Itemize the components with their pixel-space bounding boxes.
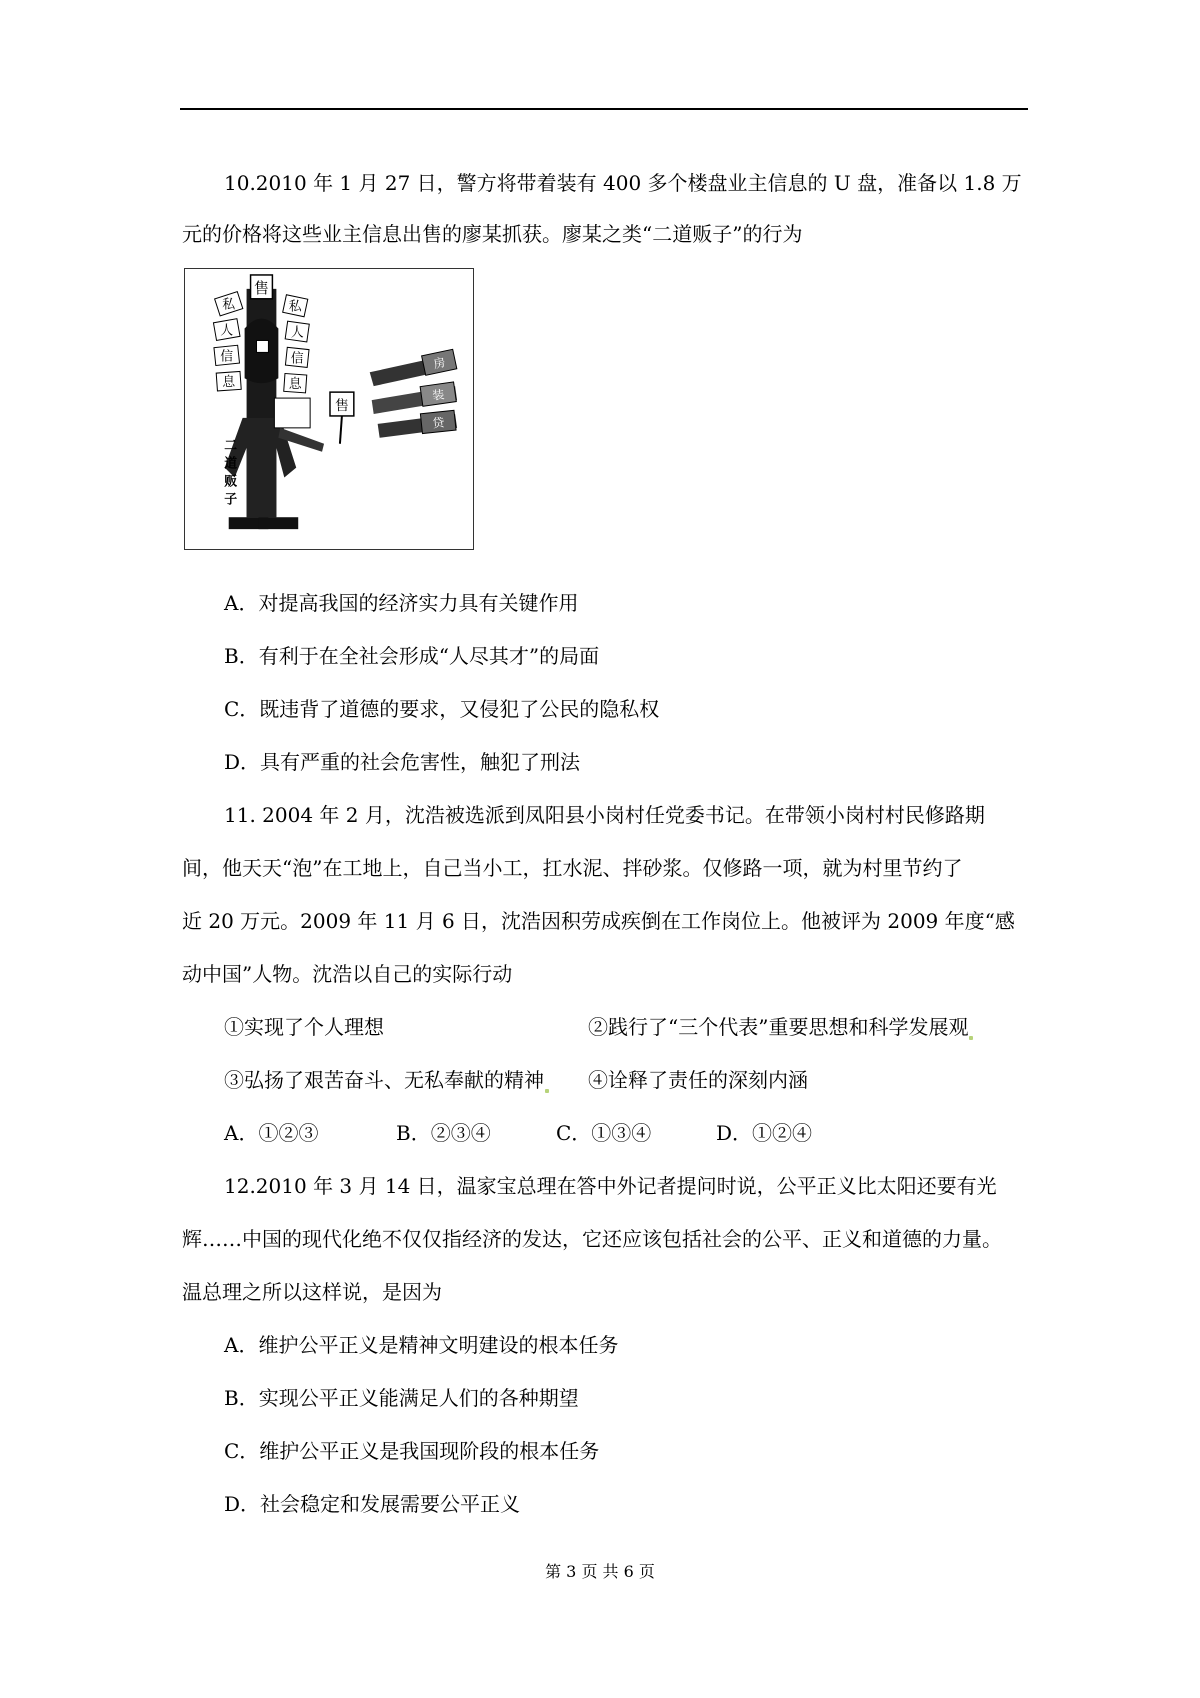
q12-option-b: B．实现公平正义能满足人们的各种期望 <box>224 1386 579 1410</box>
q10-option-c: C．既违背了道德的要求，又侵犯了公民的隐私权 <box>224 697 660 721</box>
cartoon-label-4: 子 <box>224 492 238 508</box>
q11-line-4: 动中国”人物。沈浩以自己的实际行动 <box>182 962 513 986</box>
cartoon-label-1: 二 <box>224 438 238 454</box>
cartoon-hand-1: 房 <box>432 355 447 372</box>
cartoon-left-2: 人 <box>220 323 234 339</box>
q11-statement-1: ①实现了个人理想 <box>224 1015 384 1039</box>
q11-option-b: B．②③④ <box>396 1121 491 1145</box>
cartoon-hand-2: 装 <box>431 387 446 403</box>
cartoon-right-2: 人 <box>290 325 304 341</box>
q11-line-1: 11. 2004 年 2 月，沈浩被选派到凤阳县小岗村任党委书记。在带领小岗村村民修路期 <box>224 803 985 827</box>
cartoon-label-2: 道 <box>224 456 238 472</box>
cartoon-right-4: 息 <box>288 377 302 393</box>
cartoon-left-1: 私 <box>222 297 236 313</box>
q11-option-d: D．①②④ <box>716 1121 813 1145</box>
cartoon-right-3: 信 <box>290 351 304 367</box>
q12-line-1: 12.2010 年 3 月 14 日，温家宝总理在答中外记者提问时说，公平正义比太阳还要有光 <box>224 1174 997 1198</box>
page-footer: 第 3 页 共 6 页 <box>545 1562 655 1581</box>
header-rule <box>180 108 1028 110</box>
q12-option-d: D．社会稳定和发展需要公平正义 <box>224 1492 521 1516</box>
cartoon-left-4: 息 <box>222 375 236 391</box>
cartoon-left-3: 信 <box>220 349 234 365</box>
q11-option-a: A．①②③ <box>224 1121 319 1145</box>
cartoon-illustration <box>184 268 474 550</box>
q10-line-2: 元的价格将这些业主信息出售的廖某抓获。廖某之类“二道贩子”的行为 <box>182 222 803 246</box>
q10-option-b: B．有利于在全社会形成“人尽其才”的局面 <box>224 644 600 668</box>
q12-option-a: A．维护公平正义是精神文明建设的根本任务 <box>224 1333 619 1357</box>
q11-option-c: C．①③④ <box>556 1121 652 1145</box>
cartoon-label-3: 贩 <box>224 474 238 490</box>
cartoon-right-1: 私 <box>288 299 302 315</box>
cartoon-svg <box>185 269 473 549</box>
cartoon-hand-sign: 售 <box>334 397 349 414</box>
q11-statement-4: ④诠释了责任的深刻内涵 <box>588 1068 808 1092</box>
q11-line-3: 近 20 万元。2009 年 11 月 6 日，沈浩因积劳成疾倒在工作岗位上。他被评为 2009 年度“感 <box>182 909 1015 933</box>
cartoon-sign-top: 售 <box>254 278 269 297</box>
q12-option-c: C．维护公平正义是我国现阶段的根本任务 <box>224 1439 600 1463</box>
q10-line-1: 10.2010 年 1 月 27 日，警方将带着装有 400 多个楼盘业主信息的 U 盘，准备以 1.8 万 <box>224 171 1022 195</box>
cartoon-hand-3: 贷 <box>431 415 445 431</box>
q11-statement-2: ②践行了“三个代表”重要思想和科学发展观 <box>588 1014 973 1040</box>
q12-line-3: 温总理之所以这样说，是因为 <box>182 1280 442 1304</box>
q11-statement-3: ③弘扬了艰苦奋斗、无私奉献的精神 <box>224 1067 549 1093</box>
q10-option-a: A．对提高我国的经济实力具有关键作用 <box>224 591 579 615</box>
q11-line-2: 间，他天天“泡”在工地上，自己当小工，扛水泥、拌砂浆。仅修路一项，就为村里节约了 <box>182 856 963 880</box>
q12-line-2: 辉……中国的现代化绝不仅仅指经济的发达，它还应该包括社会的公平、正义和道德的力量。 <box>182 1227 1002 1251</box>
q10-option-d: D．具有严重的社会危害性，触犯了刑法 <box>224 750 581 774</box>
